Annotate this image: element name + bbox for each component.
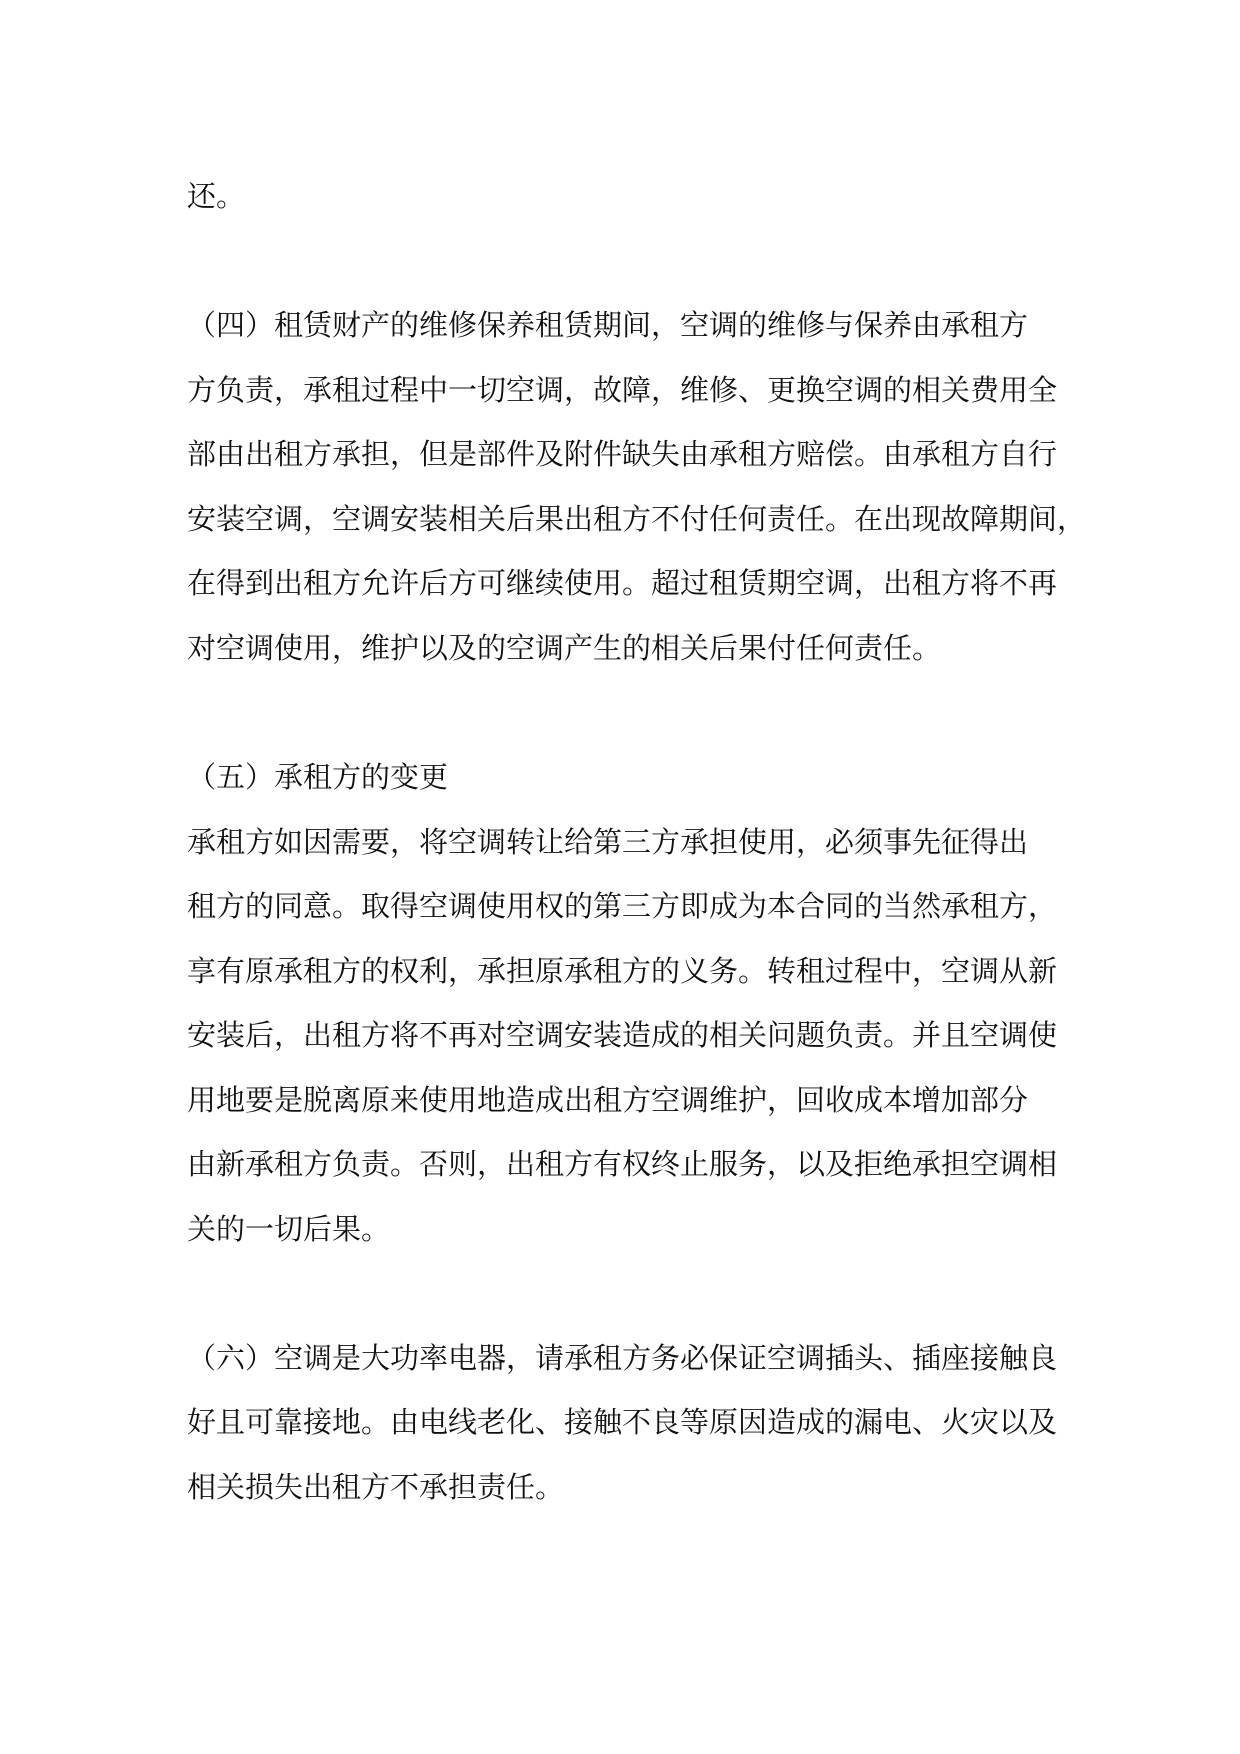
clause-6-text-line: 相关损失出租方不承担责任。 xyxy=(187,1470,565,1504)
clause-6-heading-line: （六）空调是大功率电器，请承租方务必保证空调插头、插座接触良 xyxy=(187,1341,1058,1375)
text-line-continuation: 还。 xyxy=(187,179,246,213)
clause-4-heading-line: （四）租赁财产的维修保养租赁期间，空调的维修与保养由承租方 xyxy=(187,308,1029,342)
clause-4-text-line: 方负责，承租过程中一切空调，故障，维修、更换空调的相关费用全 xyxy=(187,373,1058,407)
clause-5-text-line: 由新承租方负责。否则，出租方有权终止服务，以及拒绝承担空调相 xyxy=(187,1147,1058,1181)
clause-5-text-line: 安装后，出租方将不再对空调安装造成的相关问题负责。并且空调使 xyxy=(187,1018,1058,1052)
clause-5-heading: （五）承租方的变更 xyxy=(187,760,449,794)
clause-5-text-line: 租方的同意。取得空调使用权的第三方即成为本合同的当然承租方， xyxy=(187,889,1058,923)
clause-5-text-line: 承租方如因需要，将空调转让给第三方承担使用，必须事先征得出 xyxy=(187,825,1029,859)
clause-5-text-line: 用地要是脱离原来使用地造成出租方空调维护，回收成本增加部分 xyxy=(187,1083,1029,1117)
clause-4-text-line: 安装空调，空调安装相关后果出租方不付任何责任。在出现故障期间， xyxy=(187,502,1087,536)
clause-4-text-line: 部由出租方承担，但是部件及附件缺失由承租方赔偿。由承租方自行 xyxy=(187,437,1058,471)
clause-4-text-line: 对空调使用，维护以及的空调产生的相关后果付任何责任。 xyxy=(187,631,942,665)
clause-5-text-line: 享有原承租方的权利，承担原承租方的义务。转租过程中，空调从新 xyxy=(187,954,1058,988)
clause-6-text-line: 好且可靠接地。由电线老化、接触不良等原因造成的漏电、火灾以及 xyxy=(187,1405,1058,1439)
clause-4-text-line: 在得到出租方允许后方可继续使用。超过租赁期空调，出租方将不再 xyxy=(187,566,1058,600)
clause-5-text-line: 关的一切后果。 xyxy=(187,1212,391,1246)
